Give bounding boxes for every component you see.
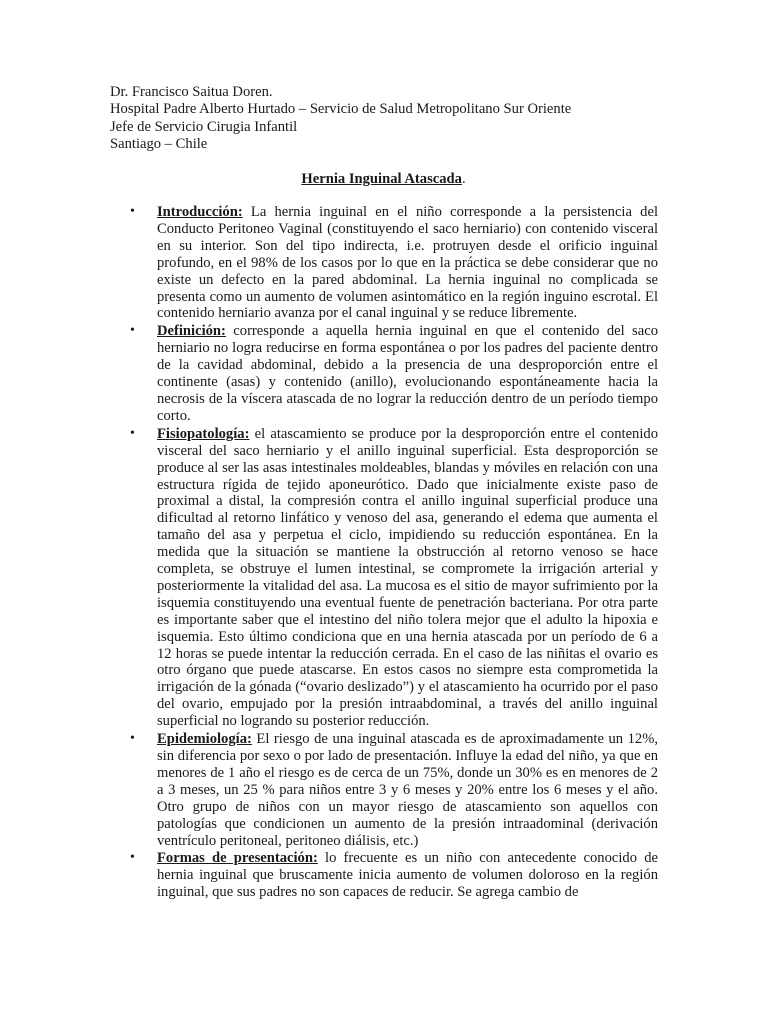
section-text: corresponde a aquella hernia inguinal en que el contenido del saco herniario no logra reducirse en forma espontánea o por los padres del paciente dentro de la cavidad abdominal, debido a la presencia de una desproporción entre el continente (asas) y contenido (anillo), evolucionando espontáneamente hacia la necrosis de la víscera atascada de no lograr la reducción dentro de un período tiempo corto. [157,323,658,424]
section-label: Epidemiología: [157,731,252,748]
section-epidemiologia [110,731,658,849]
section-definicion [110,323,658,424]
bullet-icon: • [130,204,135,219]
bullet-icon: • [130,425,135,441]
bullet-icon: • [130,323,135,339]
hospital-name: Hospital Padre Alberto Hurtado – Servicio de Salud Metropolitano Sur Oriente [110,101,572,118]
document-title [110,170,657,188]
bullet-icon: • [130,731,135,747]
section-text: lo frecuente es un niño con antecedente conocido de hernia inguinal que bruscamente inicia aumento de volumen doloroso en la región inguinal, que sus padres no son capaces de reducir. Se agrega cambio de [157,850,658,901]
section-label: Introducción: [157,204,243,220]
section-text: el atascamiento se produce por la desproporción entre el contenido visceral del saco herniario y el anillo inguinal superficial. Esta desproporción se produce al ser las asas intestinales moldeables, blandas y móviles en relación con una estructura rígida de tejido aponeurótico. Dado que inicialmente existe paso de proximal a distal, la compresión contra el anillo inguinal superficial produce una dificultad al retorno linfático y venoso del asa, generando el edema que aumenta el tamaño del asa y perpetua el ciclo, impidiendo su reducción espontánea. En la medida que la situación se mantiene la obstrucción al retorno venoso se hace completa, se obstruye el lumen intestinal, se compromete la irrigación arterial y posteriormente la vitalidad del asa. La mucosa es el sitio de mayor sufrimiento por la isquemia constituyendo una eventual fuente de penetración bacteriana. Por otra parte es importante saber que el intestino del niño tolera mejor que el adulto la hipoxia e isquemia. Esto último condiciona que en una hernia atascada por un período de 6 a 12 horas se puede intentar la reducción cerrada. En el caso de las niñitas el ovario es otro órgano que puede atascarse. En estos casos no siempre esta comprometida la irrigación de la gónada (“ovario deslizado”) y el atascamiento ha ocurrido por el paso del ovario, empujado por la presión intraabdominal, a través del anillo inguinal superficial no logrando su posterior reducción. [157,425,658,730]
author-header [110,84,670,154]
author-name: Dr. Francisco Saitua Doren. [110,84,273,100]
section-formas-de-presentacion [110,850,658,901]
section-label: Definición: [157,323,226,340]
section-fisiopatologia [110,426,658,730]
author-position: Jefe de Servicio Cirugia Infantil [110,118,298,135]
section-text: El riesgo de una inguinal atascada es de aproximadamente un 12%, sin diferencia por sexo o por lado de presentación. Influye la edad del niño, ya que en menores de 1 año el riesgo es de cerca de un 75%, donde un 30% es en menores de 2 a 3 meses, un 25 % para niños entre 3 y 6 meses y 20% entre los 6 meses y el año. Otro grupo de niños con un mayor riesgo de atascamiento son aquellos con patologías que condicionen un aumento de la presión intraadominal (derivación ventrículo peritoneal, peritoneo diálisis, etc.) [157,731,658,849]
author-location: Santiago – Chile [110,136,208,153]
section-text: La hernia inguinal en el niño corresponde a la persistencia del Conducto Peritoneo Vaginal (constituyendo el saco herniario) con contenido visceral en su interior. Son del tipo indirecta, i.e. protruyen desde el orificio inguinal profundo, en el 98% de los casos por lo que en la práctica se debe considerar que no existe un defecto en la pared abdominal. La hernia inguinal no complicada se presenta como un aumento de volumen asintomático en la región inguino escrotal. El contenido herniario avanza por el canal inguinal y se reduce libremente. [157,204,658,322]
bullet-icon: • [130,850,135,866]
document-title-period: . [461,171,466,187]
sections-list [110,204,658,902]
document-title-text: Hernia Inguinal Atascada [301,171,462,187]
section-introduccion [110,204,658,322]
section-label: Fisiopatología: [157,425,250,442]
section-label: Formas de presentación: [157,850,318,867]
